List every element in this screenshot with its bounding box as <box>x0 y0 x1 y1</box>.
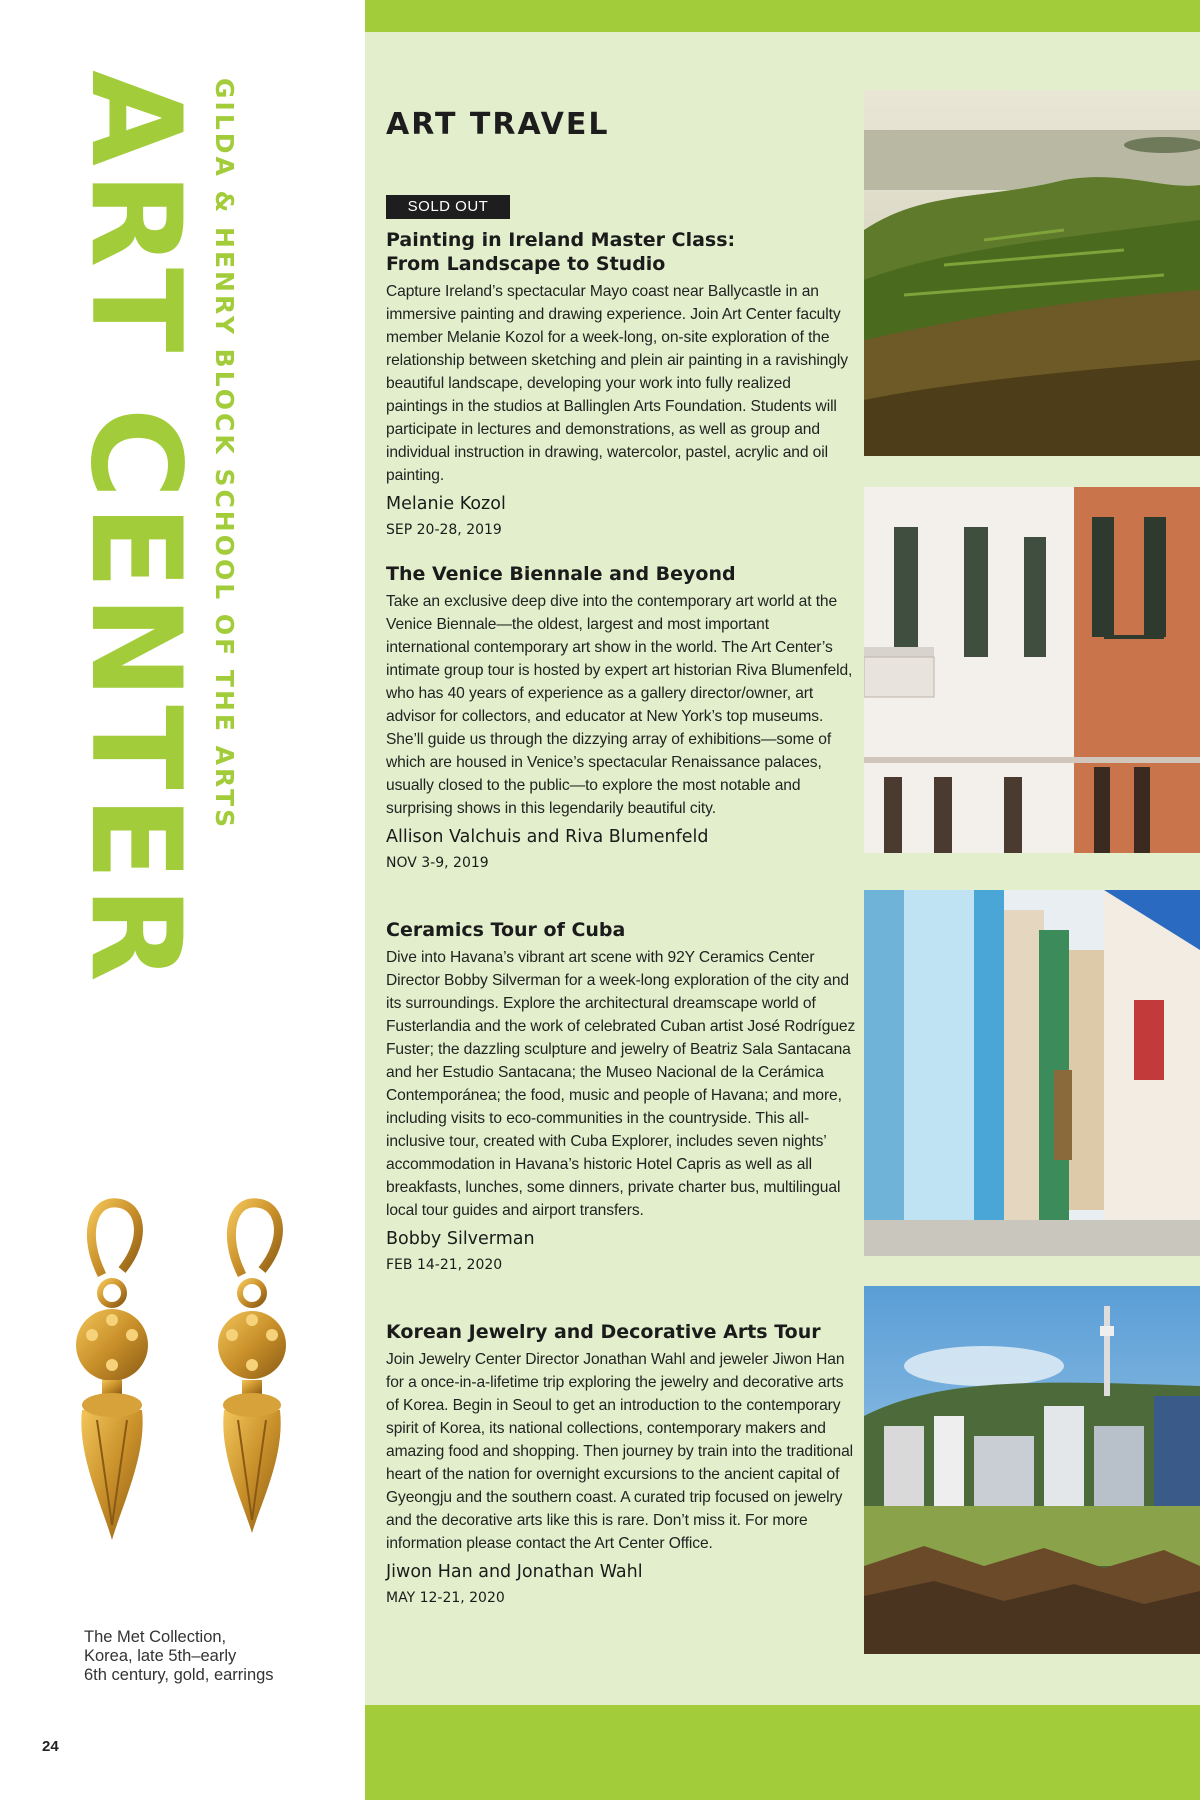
image-caption <box>84 1628 354 1685</box>
section-title: ART TRAVEL <box>386 107 610 142</box>
article-body: Take an exclusive deep dive into the contemporary art world at the Venice Biennale—the oldest, largest and most important international contemporary art show in the world. The Art Center’s intimate group tour is hosted by expert art historian Riva Blumenfeld, who has 40 years of experience as a gallery director/owner, art advisor for collectors, and educator at New York’s top museums. She’ll guide us through the dizzying array of exhibitions—some of which are housed in Venice’s spectacular Renaissance palaces, usually closed to the public—to explore the most notable and surprising shows in this legendarily beautiful city. <box>386 593 853 817</box>
title-line: Painting in Ireland Master Class: <box>386 229 736 251</box>
havana-street-photo <box>864 890 1200 1256</box>
title-line: From Landscape to Studio <box>386 253 666 275</box>
article-cuba <box>386 918 856 1274</box>
article-korea <box>386 1320 856 1607</box>
ireland-coast-photo <box>864 90 1200 456</box>
title-line: Korean Jewelry and Decorative Arts Tour <box>386 1321 821 1343</box>
article-instructor: Bobby Silverman <box>386 1229 535 1249</box>
article-body: Join Jewelry Center Director Jonathan Wahl and jeweler Jiwon Han for a once-in-a-lifetime trip exploring the jewelry and decorative arts of Korea. Begin in Seoul to get an introduction to the contemporary spirit of Korea, its national collections, contemporary makers and amazing food and shopping. Then journey by train into the traditional heart of the nation for overnight excursions to the ancient capital of Gyeongju and the southern coast. A curated trip focused on jewelry and the decorative arts like this is rare. Don’t miss it. For more information please contact the Art Center Office. <box>386 1351 854 1552</box>
article-title[interactable] <box>386 918 856 942</box>
article-body: Dive into Havana’s vibrant art scene with 92Y Ceramics Center Director Bobby Silverman for a week-long exploration of the city and its surroundings. Explore the architectural dreamscape world of Fusterlandia and the work of celebrated Cuban artist José Rodríguez Fuster; the dazzling sculpture and jewelry of Beatriz Sala Santacana and her Estudio Santacana; the Museo Nacional de la Cerámica Contemporánea; the food, music and people of Havana; and more, including visits to eco-communities in the countryside. This all-inclusive tour, created with Cuba Explorer, includes seven nights’ accommodation in Havana’s historic Hotel Capris as well as all breakfasts, lunches, some dinners, private charter bus, multilingual local tour guides and airport transfers. <box>386 949 856 1219</box>
caption-line: The Met Collection, <box>84 1628 227 1646</box>
title-line: The Venice Biennale and Beyond <box>386 563 736 585</box>
caption-line: 6th century, gold, earrings <box>84 1666 274 1684</box>
article-dates: SEP 20-28, 2019 <box>386 522 502 538</box>
art-center-vertical-title: ART CENTER <box>63 70 207 988</box>
article-instructor: Melanie Kozol <box>386 494 506 514</box>
article-venice <box>386 562 856 872</box>
left-sidebar <box>0 0 365 1800</box>
article-dates: FEB 14-21, 2020 <box>386 1257 503 1273</box>
top-green-band <box>365 0 1200 32</box>
article-dates: MAY 12-21, 2020 <box>386 1590 505 1606</box>
sold-out-badge: SOLD OUT <box>386 195 510 219</box>
seoul-skyline-photo <box>864 1286 1200 1654</box>
title-line: Ceramics Tour of Cuba <box>386 919 626 941</box>
school-name-vertical: GILDA & HENRY BLOCK SCHOOL OF THE ARTS <box>210 78 239 831</box>
article-dates: NOV 3-9, 2019 <box>386 855 489 871</box>
article-title[interactable] <box>386 1320 856 1344</box>
gold-earrings-image <box>62 1195 322 1595</box>
venice-street-photo <box>864 487 1200 853</box>
bottom-green-band <box>365 1705 1200 1800</box>
page-number: 24 <box>42 1738 59 1755</box>
article-instructor: Allison Valchuis and Riva Blumenfeld <box>386 827 709 847</box>
caption-line: Korea, late 5th–early <box>84 1647 237 1665</box>
article-title[interactable] <box>386 562 856 586</box>
article-title[interactable] <box>386 228 856 276</box>
article-instructor: Jiwon Han and Jonathan Wahl <box>386 1562 643 1582</box>
article-body: Capture Ireland’s spectacular Mayo coast near Ballycastle in an immersive painting and drawing experience. Join Art Center faculty member Melanie Kozol for a week-long, on-site exploration of the relationship between sketching and plein air painting in a ravishingly beautiful landscape, developing your work into fully realized paintings in the studios at Ballinglen Arts Foundation. Students will participate in lectures and demonstrations, as well as group and individual instruction in drawing, watercolor, pastel, acrylic and oil painting. <box>386 283 848 484</box>
article-ireland <box>386 228 856 539</box>
